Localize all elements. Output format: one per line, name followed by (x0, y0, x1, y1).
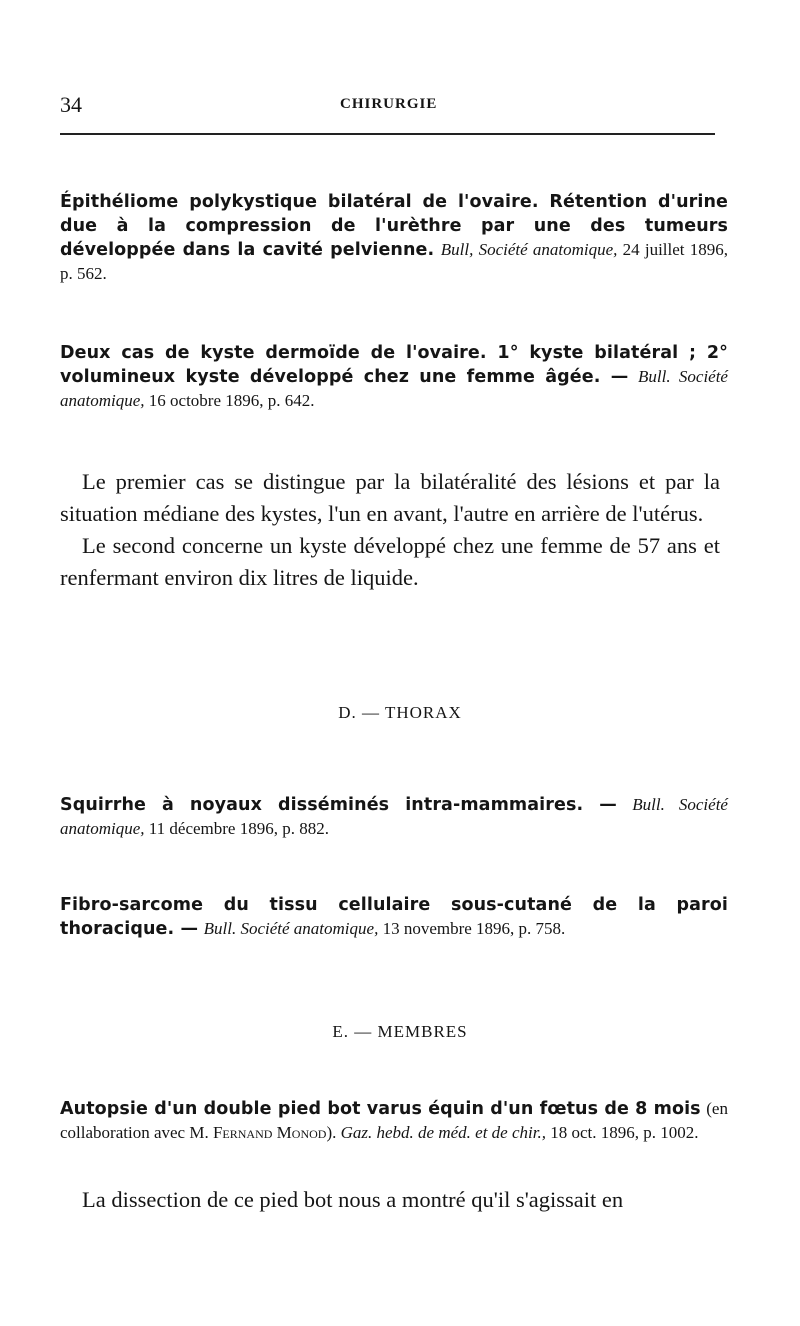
header-rule (60, 133, 715, 135)
bibliography-entry (60, 893, 728, 941)
entry-citation: 16 octobre 1896, p. 642. (148, 391, 315, 410)
entry-journal: Bull. Société anatomique, (203, 919, 379, 938)
entry-title: Épithéliome polykystique bilatéral de l'ovaire. Rétention d'urine due à la compression de l'urèthre par une des tumeurs développée dans la cavité pelvienne. (60, 192, 728, 260)
entry-citation: 18 oct. 1896, p. 1002. (550, 1123, 699, 1142)
entry-title: Deux cas de kyste dermoïde de l'ovaire. 1° kyste bilatéral ; 2° volumineux kyste développé chez une femme âgée. — (60, 343, 728, 387)
bibliography-entry (60, 1097, 728, 1145)
entry-journal: Bull. Société anatomique, (60, 795, 728, 838)
entry-title: Fibro-sarcome du tissu cellulaire sous-cutané de la paroi thoracique. — (60, 895, 728, 939)
body-text (60, 466, 720, 594)
entry-collaboration-close: ). (326, 1123, 337, 1142)
section-heading: E. — MEMBRES (332, 1022, 468, 1041)
entry-reference (204, 919, 566, 938)
paragraph: Le premier cas se distingue par la bilatéralité des lésions et par la situation médiane des kystes, l'un en avant, l'autre en arrière de l'utérus. (60, 469, 720, 526)
entry-citation: 13 novembre 1896, p. 758. (382, 919, 566, 938)
bibliography-entry (60, 793, 728, 841)
body-text (60, 1184, 720, 1216)
entry-coauthor: Fernand Monod (212, 1123, 327, 1142)
bibliography-entry (60, 190, 728, 286)
entry-title: Autopsie d'un double pied bot varus équin d'un fœtus de 8 mois (60, 1099, 701, 1119)
section-heading: D. — THORAX (338, 703, 462, 722)
running-head: CHIRURGIE (340, 96, 438, 112)
entry-journal: Bull, Société anatomique, (440, 240, 618, 259)
bibliography-entry (60, 341, 728, 413)
entry-title: Squirrhe à noyaux disséminés intra-mammaires. — (60, 795, 617, 815)
entry-journal: Bull. Société anatomique, (60, 367, 728, 410)
entry-collaboration: (en collaboration avec M. (60, 1099, 728, 1142)
entry-citation: 24 juillet 1896, p. 562. (60, 240, 728, 283)
entry-journal: Gaz. hebd. de méd. et de chir., (340, 1123, 546, 1142)
page-number: 34 (60, 92, 82, 117)
paragraph: Le second concerne un kyste développé chez une femme de 57 ans et renfermant environ dix litres de liquide. (60, 533, 720, 590)
entry-citation: 11 décembre 1896, p. 882. (148, 819, 329, 838)
paragraph: La dissection de ce pied bot nous a montré qu'il s'agissait en (82, 1187, 624, 1212)
